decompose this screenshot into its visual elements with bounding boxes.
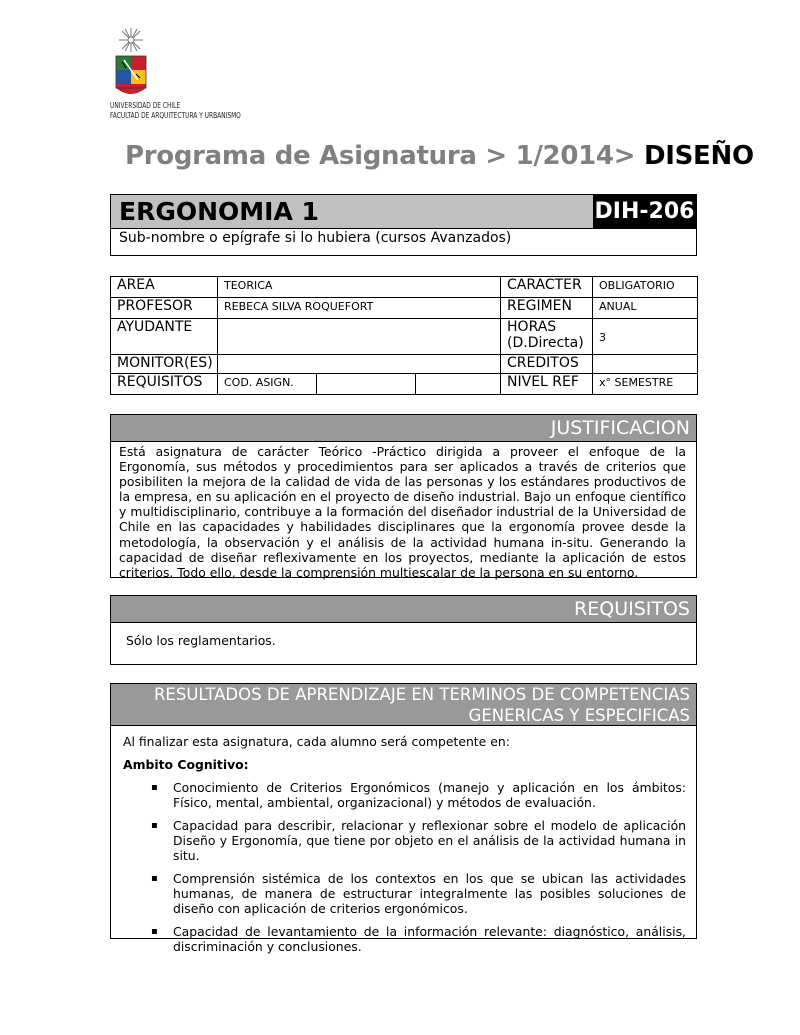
ayudante-label: AYUDANTE [111,319,218,355]
list-item: ▪ Capacidad de levantamiento de la información relevante: diagnóstico, análisis, discriminación y conclusiones. [161,924,686,954]
list-item: ▪ Comprensión sistémica de los contextos en los que se ubican las actividades humanas, de manera de estructurar integralmente las posibles soluciones de diseño con aplicación de criterios ergonómicos. [161,871,686,916]
nivel-label: NIVEL REF [501,374,593,395]
cod-asign-empty-1 [317,374,416,395]
page-title-prefix: Programa de Asignatura > 1/2014> [125,141,636,171]
horas-label: HORAS (D.Directa) [501,319,593,355]
competencias-list [123,780,686,954]
profesor-value: REBECA SILVA ROQUEFORT [218,298,501,319]
resultados-section [110,683,697,954]
nivel-value: x° SEMESTRE [593,374,698,395]
horas-value: 3 [593,319,698,355]
monitor-label: MONITOR(ES) [111,355,218,374]
resultados-body [111,726,696,954]
caracter-label: CARACTER [501,277,593,298]
university-logo [110,26,152,100]
ambito-heading: Ambito Cognitivo: [123,757,249,772]
resultados-title [111,684,696,726]
list-item: ▪ Conocimiento de Criterios Ergonómicos (manejo y aplicación en los ámbitos: Físico, mental, ambiental, organizacional) y métodos de evaluación. [161,780,686,810]
cod-asign-empty-2 [416,374,501,395]
university-name: UNIVERSIDAD DE CHILE [110,101,181,110]
creditos-value [593,355,698,374]
monitor-value [218,355,501,374]
ayudante-value [218,319,501,355]
table-row [111,319,698,355]
requisitos-label: REQUISITOS [111,374,218,395]
justificacion-section [110,414,697,578]
justificacion-title: JUSTIFICACION [111,415,696,442]
cod-asign: COD. ASIGN. [218,374,317,395]
table-row [111,298,698,319]
regimen-value: ANUAL [593,298,698,319]
area-value: TEORICA [218,277,501,298]
regimen-label: REGIMEN [501,298,593,319]
justificacion-text: Está asignatura de carácter Teórico -Práctico dirigida a proveer el enfoque de la Ergonomía, sus métodos y procedimientos para ser aplicados a través de criterios que posibiliten la mejora de la calidad de vida de las personas y los estándares productivos de la empresa, en su aplicación en el proyecto de diseño industrial. Bajo un enfoque científico y multidisciplinario, contribuye a la formación del diseñador industrial de la Universidad de Chile en las capacidades y habilidades disciplinares que la ergonomía provee desde la metodología, la observación y el análisis de la actividad humana in-situ. Generando la capacidad de diseñar reflexivamente en los proyectos, mediante la aplicación de estos criterios. Todo ello, desde la comprensión multiescalar de la persona en su entorno. [119,444,686,580]
course-subtitle: Sub-nombre o epígrafe si lo hubiera (cursos Avanzados) [119,230,512,246]
area-label: AREA [111,277,218,298]
requisitos-title: REQUISITOS [111,596,696,623]
resultados-title-line2: GENERICAS Y ESPECIFICAS [468,706,690,725]
resultados-intro: Al finalizar esta asignatura, cada alumno será competente en: [123,734,510,749]
table-row [111,374,698,395]
course-info-table [110,276,698,395]
page-title-area: DISEÑO [635,141,754,171]
shield-icon [116,56,146,94]
course-name: ERGONOMIA 1 [111,195,593,229]
creditos-label: CREDITOS [501,355,593,374]
requisitos-section [110,595,697,665]
course-code: DIH-206 [593,195,696,229]
table-row [111,277,698,298]
resultados-title-line1: RESULTADOS DE APRENDIZAJE EN TERMINOS DE COMPETENCIAS [153,685,690,704]
course-header [110,194,697,256]
page-title [125,141,754,171]
requisitos-text: Sólo los reglamentarios. [126,633,276,648]
table-row [111,355,698,374]
faculty-name: FACULTAD DE ARQUITECTURA Y URBANISMO [110,111,241,120]
caracter-value: OBLIGATORIO [593,277,698,298]
list-item: ▪ Capacidad para describir, relacionar y reflexionar sobre el modelo de aplicación Diseño y Ergonomía, que tiene por objeto en el análisis de la actividad humana in situ. [161,818,686,863]
profesor-label: PROFESOR [111,298,218,319]
